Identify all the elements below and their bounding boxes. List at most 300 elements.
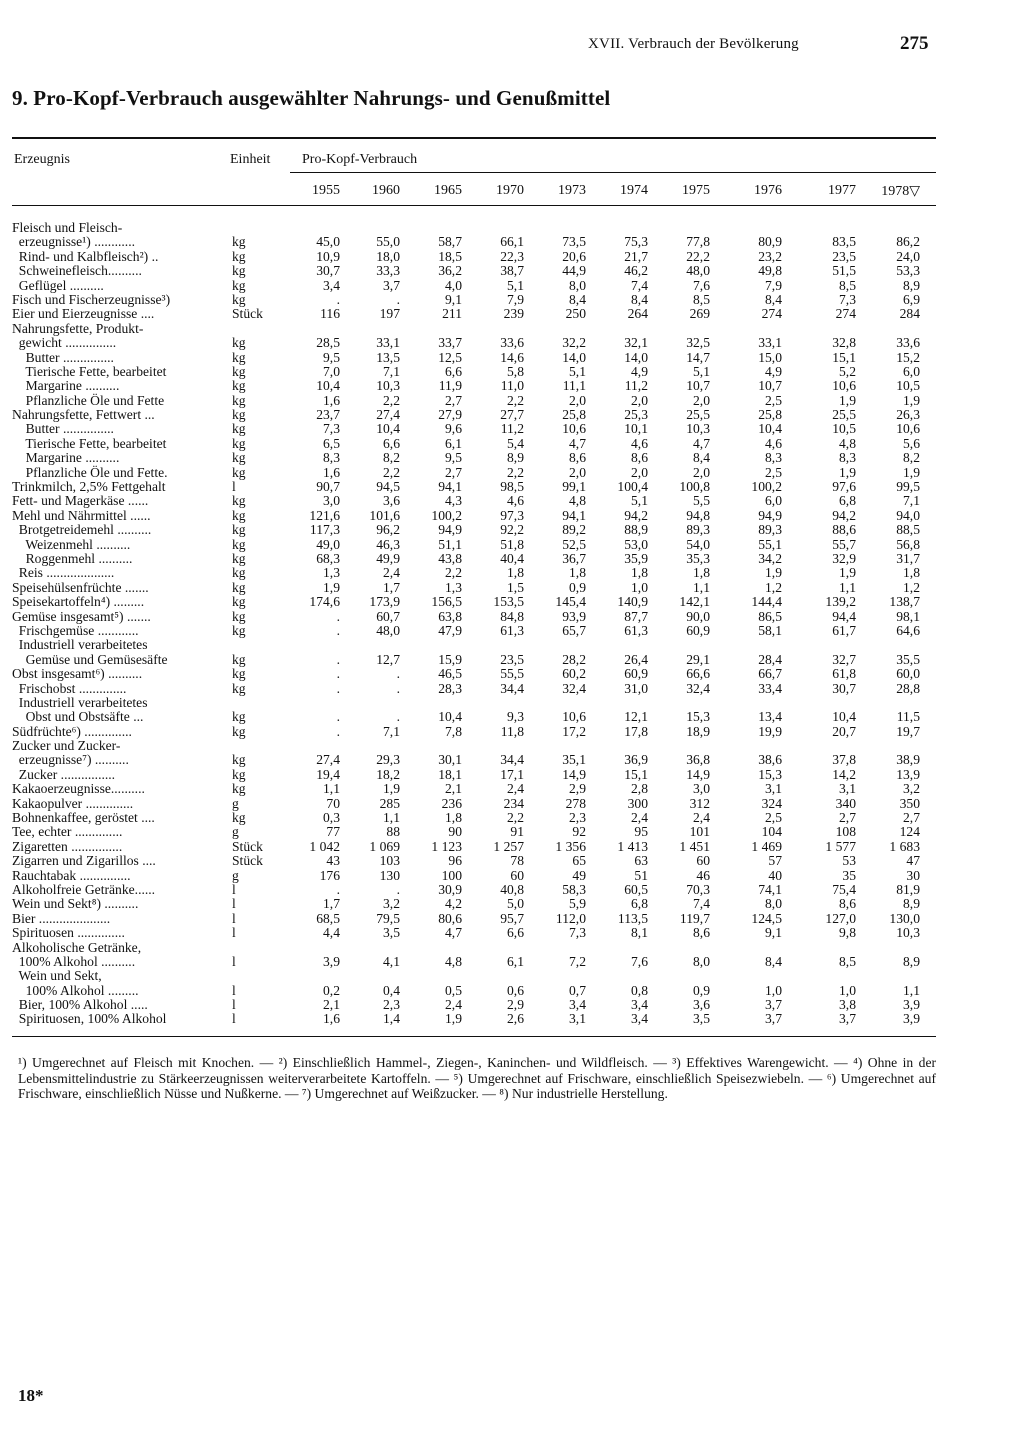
unit-cell: l [232,982,236,998]
value-cell: 1 123 [431,838,462,854]
value-cell: 90,7 [316,479,340,495]
value-cell: 8,6 [693,925,710,941]
value-cell: 1 469 [751,838,782,854]
value-cell: 19,9 [758,723,782,739]
value-cell: 55,0 [376,234,400,250]
value-cell: . [336,608,340,624]
value-cell: 88,6 [832,522,856,538]
table-row [0,480,1024,494]
product-label: Zucker ................ [12,766,116,782]
table-row [0,293,1024,307]
value-cell: 8,6 [569,450,586,466]
product-label: Nahrungsfette, Produkt- [12,320,144,336]
value-cell: 97,3 [500,507,524,523]
value-cell: . [336,709,340,725]
table-row [0,552,1024,566]
table-row [0,581,1024,595]
value-cell: 32,9 [832,550,856,566]
value-cell: 49 [572,867,586,883]
unit-cell: kg [232,291,246,307]
table-row [0,394,1024,408]
product-label: Tierische Fette, bearbeitet [12,363,167,379]
value-cell: 51,1 [438,536,462,552]
value-cell: 36,2 [438,263,462,279]
value-cell: 60 [696,853,710,869]
value-cell: 32,4 [562,680,586,696]
value-cell: 60,0 [896,666,920,682]
value-cell: 10,5 [832,421,856,437]
value-cell: 1,8 [631,565,648,581]
value-cell: 8,1 [631,925,648,941]
value-cell: 4,7 [693,435,710,451]
value-cell: 19,4 [316,766,340,782]
value-cell: 81,9 [896,881,920,897]
value-cell: 4,1 [383,953,400,969]
value-cell: 14,2 [832,766,856,782]
value-cell: 94,8 [686,507,710,523]
product-label: Bohnenkaffee, geröstet .... [12,810,155,826]
table-row [0,667,1024,681]
product-label: Fett- und Magerkäse ...... [12,493,149,509]
value-cell: 250 [565,306,586,322]
unit-cell: kg [232,622,246,638]
product-label: Margarine .......... [12,378,120,394]
product-label: 100% Alkohol .......... [12,953,136,969]
table-row [0,912,1024,926]
value-cell: 3,9 [323,953,340,969]
product-label: Südfrüchte⁶) .............. [12,723,132,739]
header-bottom-rule [12,205,936,206]
value-cell: 54,0 [686,536,710,552]
value-cell: 3,7 [765,997,782,1013]
value-cell: 1 257 [493,838,524,854]
value-cell: . [336,881,340,897]
value-cell: 1,8 [693,565,710,581]
value-cell: 3,5 [693,1011,710,1027]
value-cell: 2,4 [445,997,462,1013]
unit-cell: l [232,997,236,1013]
value-cell: 35,9 [624,550,648,566]
value-cell: 18,9 [686,723,710,739]
value-cell: 285 [379,795,400,811]
unit-cell: kg [232,723,246,739]
value-cell: 3,9 [903,997,920,1013]
value-cell: 51 [634,867,648,883]
value-cell: 8,4 [765,953,782,969]
value-cell: 269 [689,306,710,322]
value-cell: 2,2 [507,392,524,408]
value-cell: 0,7 [569,982,586,998]
value-cell: 98,5 [500,479,524,495]
year-header: 1960 [372,183,400,198]
value-cell: 2,0 [693,464,710,480]
value-cell: 4,8 [839,435,856,451]
value-cell: 3,4 [323,277,340,293]
value-cell: 104 [761,824,782,840]
product-label: gewicht ............... [12,335,117,351]
value-cell: 2,3 [569,810,586,826]
value-cell: 18,5 [438,248,462,264]
value-cell: 130 [379,867,400,883]
product-label: Zucker und Zucker- [12,738,121,754]
value-cell: 1,9 [839,392,856,408]
value-cell: 100,2 [431,507,462,523]
value-cell: 1,2 [765,579,782,595]
value-cell: 117,3 [309,522,340,538]
value-cell: 78 [510,853,524,869]
value-cell: 5,2 [839,363,856,379]
value-cell: 75,3 [624,234,648,250]
table-row [0,710,1024,724]
value-cell: 32,7 [832,651,856,667]
value-cell: 28,2 [562,651,586,667]
value-cell: 75,4 [832,881,856,897]
table-row [0,466,1024,480]
value-cell: 278 [565,795,586,811]
table-row [0,437,1024,451]
value-cell: . [396,709,400,725]
value-cell: 46,2 [624,263,648,279]
value-cell: 27,4 [376,407,400,423]
value-cell: 66,7 [758,666,782,682]
value-cell: 8,4 [693,450,710,466]
value-cell: 10,7 [758,378,782,394]
product-label: Obst insgesamt⁶) .......... [12,666,143,682]
value-cell: . [396,680,400,696]
value-cell: 38,6 [758,752,782,768]
unit-cell: kg [232,536,246,552]
product-label: Gemüse und Gemüsesäfte [12,651,168,667]
value-cell: 2,5 [765,810,782,826]
value-cell: 94,9 [438,522,462,538]
value-cell: 1,1 [903,982,920,998]
value-cell: 153,5 [493,594,524,610]
value-cell: 121,6 [309,507,340,523]
value-cell: 7,3 [839,291,856,307]
unit-cell: kg [232,248,246,264]
value-cell: 88,9 [624,522,648,538]
year-header: 1978▽ [881,184,920,199]
product-label: 100% Alkohol ......... [12,982,139,998]
value-cell: 6,1 [507,953,524,969]
value-cell: 33,1 [376,335,400,351]
value-cell: 1,9 [383,781,400,797]
value-cell: 274 [761,306,782,322]
value-cell: 7,6 [631,953,648,969]
value-cell: 9,5 [323,349,340,365]
table-row [0,322,1024,336]
value-cell: 1 042 [309,838,340,854]
value-cell: 22,3 [500,248,524,264]
footnote-text: ¹) Umgerechnet auf Fleisch mit Knochen. — ²) Einschließlich Hammel-, Ziegen-, Kaninchen- und Wildfleisch. — ³) Effektives Warengewicht. — ⁴) Ohne in der Lebensmittelindustrie zu Stärkeerzeugnissen weiterverarbeitete Kartoffeln. — ⁵) Umgerechnet auf Frischware, einschließlich Speisezwiebeln. — ⁶) Umgerechnet auf Frischware, einschließlich Nüsse und Nußkerne. — ⁷) Umgerechnet auf Weißzucker. — ⁸) Nur industrielle Herstellung. [18,1055,936,1101]
value-cell: 173,9 [369,594,400,610]
table-row [0,825,1024,839]
value-cell: 11,1 [562,378,586,394]
value-cell: 2,2 [383,392,400,408]
value-cell: 86,5 [758,608,782,624]
value-cell: 3,1 [839,781,856,797]
value-cell: 4,9 [765,363,782,379]
value-cell: 3,6 [693,997,710,1013]
table-row [0,782,1024,796]
value-cell: 9,1 [445,291,462,307]
value-cell: 94,1 [438,479,462,495]
value-cell: 8,2 [383,450,400,466]
value-cell: 15,3 [686,709,710,725]
value-cell: 1 683 [889,838,920,854]
table-row [0,250,1024,264]
value-cell: 32,8 [832,335,856,351]
value-cell: 83,5 [832,234,856,250]
value-cell: 124,5 [751,910,782,926]
value-cell: 2,5 [765,392,782,408]
value-cell: 25,8 [758,407,782,423]
column-header-product: Erzeugnis [14,152,70,167]
value-cell: 3,7 [383,277,400,293]
value-cell: 1,9 [765,565,782,581]
value-cell: 100,2 [751,479,782,495]
value-cell: 0,4 [383,982,400,998]
value-cell: 324 [761,795,782,811]
unit-cell: l [232,479,236,495]
unit-cell: g [232,867,239,883]
table-row [0,739,1024,753]
value-cell: 140,9 [617,594,648,610]
value-cell: . [396,291,400,307]
value-cell: 33,4 [758,680,782,696]
unit-cell: kg [232,752,246,768]
value-cell: 3,4 [631,1011,648,1027]
table-row [0,523,1024,537]
table-row [0,595,1024,609]
product-label: Brotgetreidemehl .......... [12,522,152,538]
value-cell: 7,3 [569,925,586,941]
value-cell: 2,7 [445,392,462,408]
table-row [0,926,1024,940]
value-cell: 17,8 [624,723,648,739]
value-cell: 9,5 [445,450,462,466]
value-cell: 5,1 [693,363,710,379]
value-cell: 15,3 [758,766,782,782]
value-cell: 33,7 [438,335,462,351]
value-cell: 300 [627,795,648,811]
value-cell: 6,6 [507,925,524,941]
value-cell: 32,4 [686,680,710,696]
group-header-rule [290,172,936,173]
product-label: Speisekartoffeln⁴) ......... [12,594,145,610]
value-cell: 8,6 [631,450,648,466]
value-cell: 46 [696,867,710,883]
value-cell: 25,5 [832,407,856,423]
value-cell: 10,4 [758,421,782,437]
value-cell: 25,3 [624,407,648,423]
value-cell: 30,7 [832,680,856,696]
value-cell: 2,6 [507,1011,524,1027]
value-cell: 13,4 [758,709,782,725]
value-cell: 9,1 [765,925,782,941]
unit-cell: kg [232,464,246,480]
value-cell: 10,4 [316,378,340,394]
value-cell: 1,8 [445,810,462,826]
value-cell: 9,3 [507,709,524,725]
table-row [0,279,1024,293]
value-cell: 30 [906,867,920,883]
value-cell: 74,1 [758,881,782,897]
value-cell: 66,1 [500,234,524,250]
product-label: Weizenmehl .......... [12,536,131,552]
value-cell: 87,7 [624,608,648,624]
value-cell: 93,9 [562,608,586,624]
value-cell: 70 [326,795,340,811]
value-cell: 8,9 [507,450,524,466]
product-label: Schweinefleisch.......... [12,263,142,279]
value-cell: 15,9 [438,651,462,667]
unit-cell: kg [232,421,246,437]
table-body [0,221,1024,1027]
value-cell: 2,7 [445,464,462,480]
value-cell: 61,3 [624,622,648,638]
value-cell: 32,5 [686,335,710,351]
value-cell: 9,8 [839,925,856,941]
value-cell: 97,6 [832,479,856,495]
value-cell: 96 [448,853,462,869]
value-cell: 61,3 [500,622,524,638]
year-header: 1975 [682,183,710,198]
value-cell: 1 069 [369,838,400,854]
product-label: Pflanzliche Öle und Fette. [12,464,168,480]
value-cell: 3,8 [839,997,856,1013]
value-cell: 1,8 [507,565,524,581]
value-cell: 2,2 [445,565,462,581]
value-cell: 10,4 [376,421,400,437]
value-cell: 18,0 [376,248,400,264]
value-cell: 3,7 [839,1011,856,1027]
value-cell: 46,5 [438,666,462,682]
product-label: Obst und Obstsäfte ... [12,709,144,725]
value-cell: 22,2 [686,248,710,264]
value-cell: 1,9 [839,565,856,581]
value-cell: 156,5 [431,594,462,610]
value-cell: 8,9 [903,953,920,969]
value-cell: 1,7 [323,896,340,912]
value-cell: 34,4 [500,752,524,768]
value-cell: 8,2 [903,450,920,466]
table-row [0,408,1024,422]
value-cell: 1,9 [839,464,856,480]
value-cell: 5,1 [507,277,524,293]
unit-cell: kg [232,579,246,595]
value-cell: 94,0 [896,507,920,523]
value-cell: 1,7 [383,579,400,595]
value-cell: 95 [634,824,648,840]
value-cell: 14,0 [562,349,586,365]
value-cell: 10,4 [832,709,856,725]
value-cell: 2,2 [383,464,400,480]
value-cell: 53 [842,853,856,869]
table-row [0,221,1024,235]
value-cell: 58,1 [758,622,782,638]
value-cell: 6,8 [839,493,856,509]
value-cell: 312 [689,795,710,811]
value-cell: 1,9 [903,464,920,480]
table-row [0,422,1024,436]
value-cell: 8,5 [839,277,856,293]
value-cell: 11,5 [896,709,920,725]
value-cell: 8,6 [839,896,856,912]
value-cell: 40,8 [500,881,524,897]
value-cell: 100 [441,867,462,883]
value-cell: 5,6 [903,435,920,451]
value-cell: 6,1 [445,435,462,451]
value-cell: . [336,723,340,739]
table-row [0,840,1024,854]
value-cell: 32,1 [624,335,648,351]
value-cell: 25,5 [686,407,710,423]
value-cell: 30,9 [438,881,462,897]
value-cell: 38,7 [500,263,524,279]
value-cell: 2,3 [383,997,400,1013]
unit-cell: kg [232,651,246,667]
value-cell: 29,3 [376,752,400,768]
value-cell: 8,4 [569,291,586,307]
column-header-unit: Einheit [230,152,271,167]
value-cell: 31,7 [896,550,920,566]
table-bottom-rule [12,1036,936,1037]
unit-cell: kg [232,378,246,394]
running-head: XVII. Verbrauch der Bevölkerung [588,36,799,52]
value-cell: 1,0 [839,982,856,998]
value-cell: 23,7 [316,407,340,423]
unit-cell: g [232,795,239,811]
value-cell: 4,8 [569,493,586,509]
value-cell: 65,7 [562,622,586,638]
table-row [0,451,1024,465]
value-cell: 46,3 [376,536,400,552]
value-cell: 32,2 [562,335,586,351]
product-label: Alkoholfreie Getränke...... [12,881,156,897]
value-cell: 98,1 [896,608,920,624]
value-cell: 101,6 [369,507,400,523]
value-cell: 55,5 [500,666,524,682]
value-cell: 2,1 [323,997,340,1013]
product-label: Frischobst .............. [12,680,127,696]
value-cell: 239 [503,306,524,322]
value-cell: 3,1 [569,1011,586,1027]
value-cell: 1 577 [825,838,856,854]
value-cell: 23,5 [832,248,856,264]
value-cell: 5,8 [507,363,524,379]
year-header: 1965 [434,183,462,198]
table-row [0,1012,1024,1026]
product-label: erzeugnisse¹) ............ [12,234,135,250]
value-cell: 4,9 [631,363,648,379]
value-cell: 6,9 [903,291,920,307]
value-cell: 116 [320,306,340,322]
unit-cell: kg [232,435,246,451]
value-cell: 24,0 [896,248,920,264]
value-cell: 139,2 [825,594,856,610]
value-cell: 49,0 [316,536,340,552]
value-cell: 211 [442,306,462,322]
value-cell: 9,6 [445,421,462,437]
value-cell: 7,9 [507,291,524,307]
unit-cell: kg [232,392,246,408]
table-row [0,797,1024,811]
value-cell: 33,6 [500,335,524,351]
value-cell: 11,2 [624,378,648,394]
value-cell: 1 451 [679,838,710,854]
value-cell: 20,6 [562,248,586,264]
